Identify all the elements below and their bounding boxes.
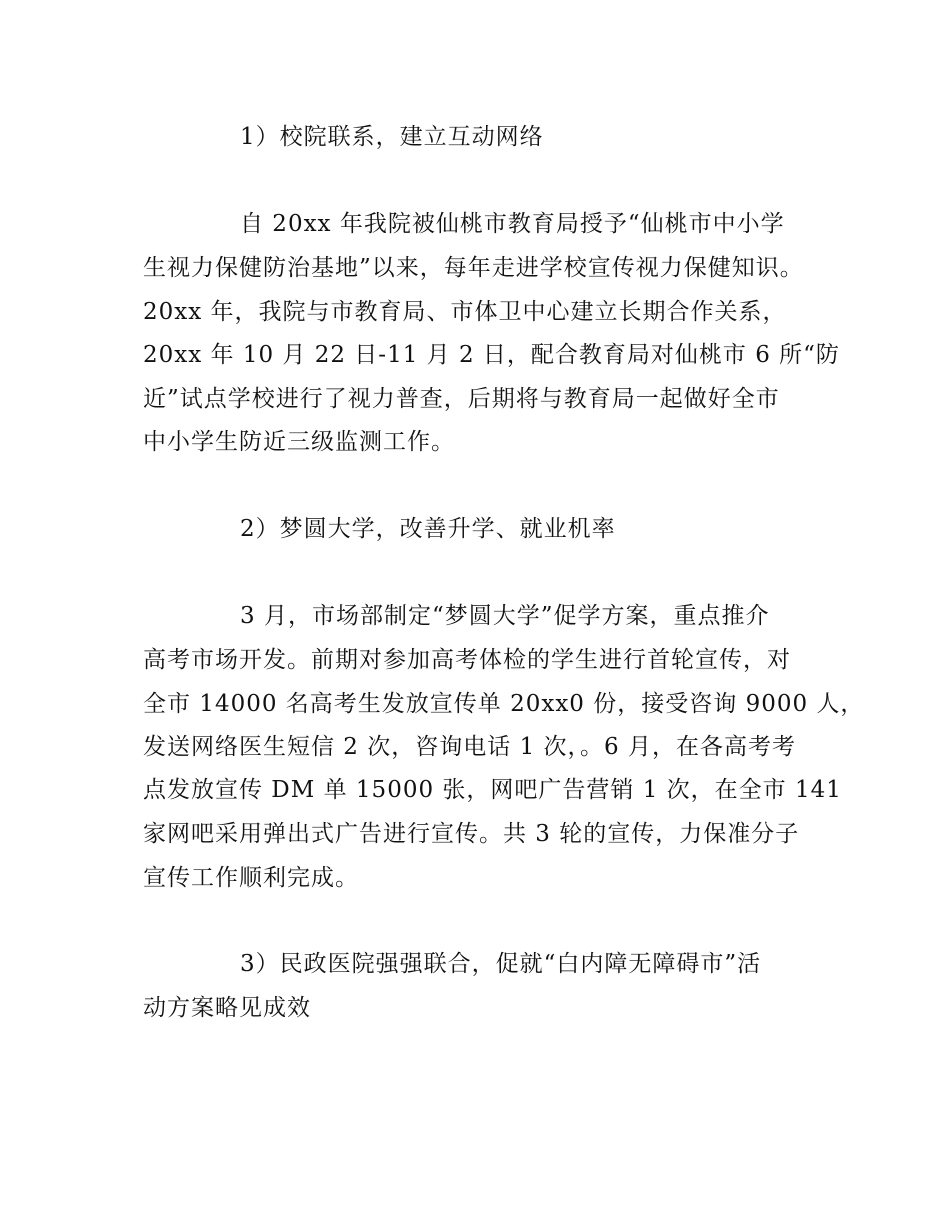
section-1-line-3: 20xx 年，我院与市教育局、市体卫中心建立长期合作关系， bbox=[143, 299, 787, 325]
section-2-line-5: 点发放宣传 DM 单 15000 张，网吧广告营销 1 次，在全市 141 bbox=[143, 777, 842, 803]
section-2-line-4: 发送网络医生短信 2 次，咨询电话 1 次，。6 月，在各高考考 bbox=[143, 734, 796, 760]
section-1-heading: 1）校院联系，建立互动网络 bbox=[240, 124, 544, 150]
section-2-heading: 2）梦圆大学，改善升学、就业机率 bbox=[240, 516, 616, 542]
section-2-line-2: 高考市场开发。前期对参加高考体检的学生进行首轮宣传，对 bbox=[143, 647, 791, 673]
section-2-line-3: 全市 14000 名高考生发放宣传单 20xx0 份，接受咨询 9000 人， bbox=[143, 691, 865, 717]
section-1-line-5: 近”试点学校进行了视力普查，后期将与教育局一起做好全市 bbox=[143, 386, 780, 412]
section-1-line-6: 中小学生防近三级监测工作。 bbox=[143, 429, 455, 455]
section-1-line-1: 自 20xx 年我院被仙桃市教育局授予“仙桃市中小学 bbox=[240, 211, 785, 237]
section-1-line-2: 生视力保健防治基地”以来，每年走进学校宣传视力保健知识。 bbox=[143, 255, 804, 281]
section-1-line-4: 20xx 年 10 月 22 日-11 月 2 日，配合教育局对仙桃市 6 所“防 bbox=[143, 342, 840, 368]
section-3-heading-line-1: 3）民政医院强强联合，促就“白内障无障碍市”活 bbox=[240, 951, 762, 977]
section-2-line-1: 3 月，市场部制定“梦圆大学”促学方案，重点推介 bbox=[240, 603, 770, 629]
section-2-line-6: 家网吧采用弹出式广告进行宣传。共 3 轮的宣传，力保准分子 bbox=[143, 821, 800, 847]
section-3-heading-line-2: 动方案略见成效 bbox=[143, 995, 311, 1021]
section-2-line-7: 宣传工作顺利完成。 bbox=[143, 865, 359, 891]
